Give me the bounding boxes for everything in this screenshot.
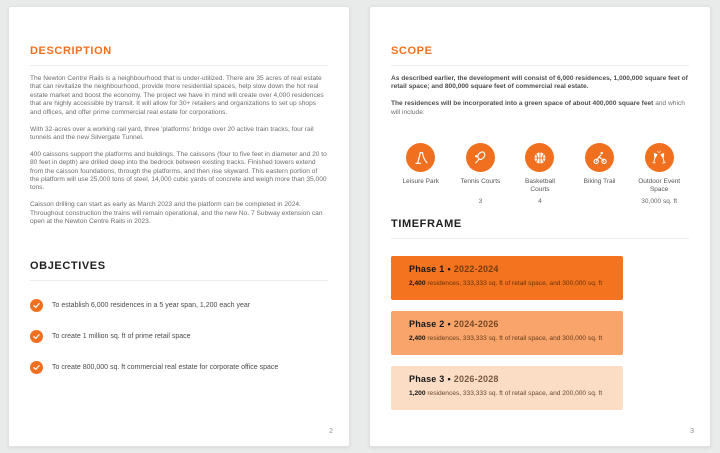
- playground-slide-icon: [406, 143, 435, 172]
- phase-quantity: 2,400: [409, 335, 426, 343]
- document-page-3: [369, 6, 711, 447]
- greenspace-regular-text: and which will include:: [391, 100, 685, 116]
- greenspace-bold-text: The residences will be incorporated into a green space of about 400,000 square feet: [391, 100, 654, 108]
- phase-detail: [409, 335, 613, 343]
- objective-text: To create 1 million sq. ft of prime retail space: [52, 332, 191, 340]
- phase-quantity: 2,400: [409, 280, 426, 288]
- phase-detail-text: residences, 333,333 sq. ft of retail space, and 300,000 sq. ft: [425, 335, 603, 343]
- phase-years: 2024-2026: [453, 319, 499, 330]
- phase-name: Phase 1: [409, 264, 445, 275]
- amenity-basketball-courts: [510, 143, 570, 206]
- amenity-biking-trail: [570, 143, 630, 206]
- phase-detail: [409, 390, 613, 398]
- amenity-value: [391, 198, 451, 206]
- phase-years: 2022-2024: [453, 264, 499, 275]
- scope-greenspace-paragraph: [391, 100, 689, 117]
- phase-name: Phase 2: [409, 319, 445, 330]
- scope-intro-paragraph: As described earlier, the development will consist of 6,000 residences, 1,000,000 square feet of retail space; and 800,000 square feet of commercial real estate.: [391, 75, 688, 91]
- phase-title: [409, 264, 613, 275]
- bullet-separator: •: [447, 319, 451, 330]
- amenity-value: 4: [538, 198, 542, 206]
- phase-quantity: 1,200: [409, 390, 426, 398]
- description-paragraph: 400 caissons support the platforms and buildings. The caissons (four to five feet in diameter and 20 to 80 feet in depth) are drilled deep into the bedrock between existing tracks. Finished towers extend from the caisson foundations, through the platforms, and then rise skyward. This eastern portion of the platform will use 25,000 tons of steel, 14,000 cubic yards of concrete and weigh more than 35,000 tons.: [30, 150, 327, 192]
- objectives-section: [30, 260, 328, 374]
- basketball-icon: [525, 143, 554, 172]
- objective-item: [30, 299, 328, 312]
- amenity-value: 30,000 sq. ft: [641, 198, 678, 206]
- divider: [391, 65, 689, 66]
- checkmark-icon: [30, 330, 43, 343]
- checkmark-icon: [30, 299, 43, 312]
- tennis-racket-icon: [466, 143, 495, 172]
- objective-item: [30, 361, 328, 374]
- divider: [30, 280, 328, 281]
- scope-heading: SCOPE: [391, 45, 433, 57]
- phase-name: Phase 3: [409, 374, 445, 385]
- description-paragraph: The Newton Centre Rails is a neighbourhood that is under-utilized. There are 35 acres of real estate that can revitalize the neighbourhood, provide more residential spaces, help slow down the hot real estate market and boost the economy. The project we have in mind will create over 4,000 residences that are highly accessible by transit. It will allow for 30+ retailers and organizations to set up shops and offices, and offer prime commercial real estate for corporations.: [30, 75, 324, 116]
- description-section: [30, 45, 328, 227]
- amenity-value: 3: [478, 198, 483, 206]
- cheers-glasses-icon: [645, 143, 674, 172]
- description-heading: DESCRIPTION: [30, 45, 112, 57]
- amenity-tennis-courts: [451, 143, 511, 206]
- bullet-separator: •: [447, 374, 451, 385]
- description-paragraph: Caisson drilling can start as early as March 2023 and the platform can be completed in 2024. Throughout construction the trains will remain operational, and the new No. 7 Subway extension can open at the Newton Centre Rails in 2023.: [30, 201, 323, 226]
- amenity-label: Tennis Courts: [460, 178, 501, 186]
- scope-section: [391, 45, 689, 206]
- bullet-separator: •: [447, 264, 451, 275]
- amenity-label: Leisure Park: [402, 178, 440, 186]
- description-paragraph: With 32-acres over a working rail yard, three 'platforms' bridge over 20 active train tracks, four rail tunnels and the new Silvergate Tunnel.: [30, 125, 314, 141]
- amenity-leisure-park: [391, 143, 451, 206]
- objective-text: To create 800,000 sq. ft commercial real estate for corporate office space: [52, 363, 279, 371]
- timeframe-heading: TIMEFRAME: [391, 218, 462, 231]
- objective-item: [30, 330, 328, 343]
- bicycle-icon: [585, 143, 614, 172]
- amenity-label: Biking Trail: [583, 178, 616, 186]
- phase-title: [409, 374, 613, 385]
- amenities-row: [391, 143, 689, 206]
- phase-detail: [409, 280, 613, 288]
- phase-1-card: [391, 256, 623, 300]
- phase-2-card: [391, 311, 623, 355]
- amenity-label: Basketball Courts: [524, 178, 555, 194]
- page-number: 2: [329, 428, 333, 435]
- phase-years: 2026-2028: [453, 374, 499, 385]
- page-number: 3: [690, 428, 694, 435]
- objective-text: To establish 6,000 residences in a 5 year span, 1,200 each year: [52, 301, 251, 309]
- amenity-label: Outdoor Event Space: [638, 178, 681, 194]
- checkmark-icon: [30, 361, 43, 374]
- phase-3-card: [391, 366, 623, 410]
- divider: [30, 65, 328, 66]
- amenity-value: [570, 198, 630, 206]
- phase-detail-text: residences, 333,333 sq. ft of retail space, and 200,000 sq. ft: [425, 390, 603, 398]
- document-page-2: [8, 6, 350, 447]
- objectives-heading: OBJECTIVES: [30, 259, 106, 272]
- divider: [391, 238, 689, 239]
- amenity-outdoor-event-space: [629, 143, 689, 206]
- timeframe-section: [391, 218, 689, 410]
- phase-title: [409, 319, 613, 330]
- phase-detail-text: residences, 333,333 sq. ft of retail space, and 300,000 sq. ft: [425, 280, 603, 288]
